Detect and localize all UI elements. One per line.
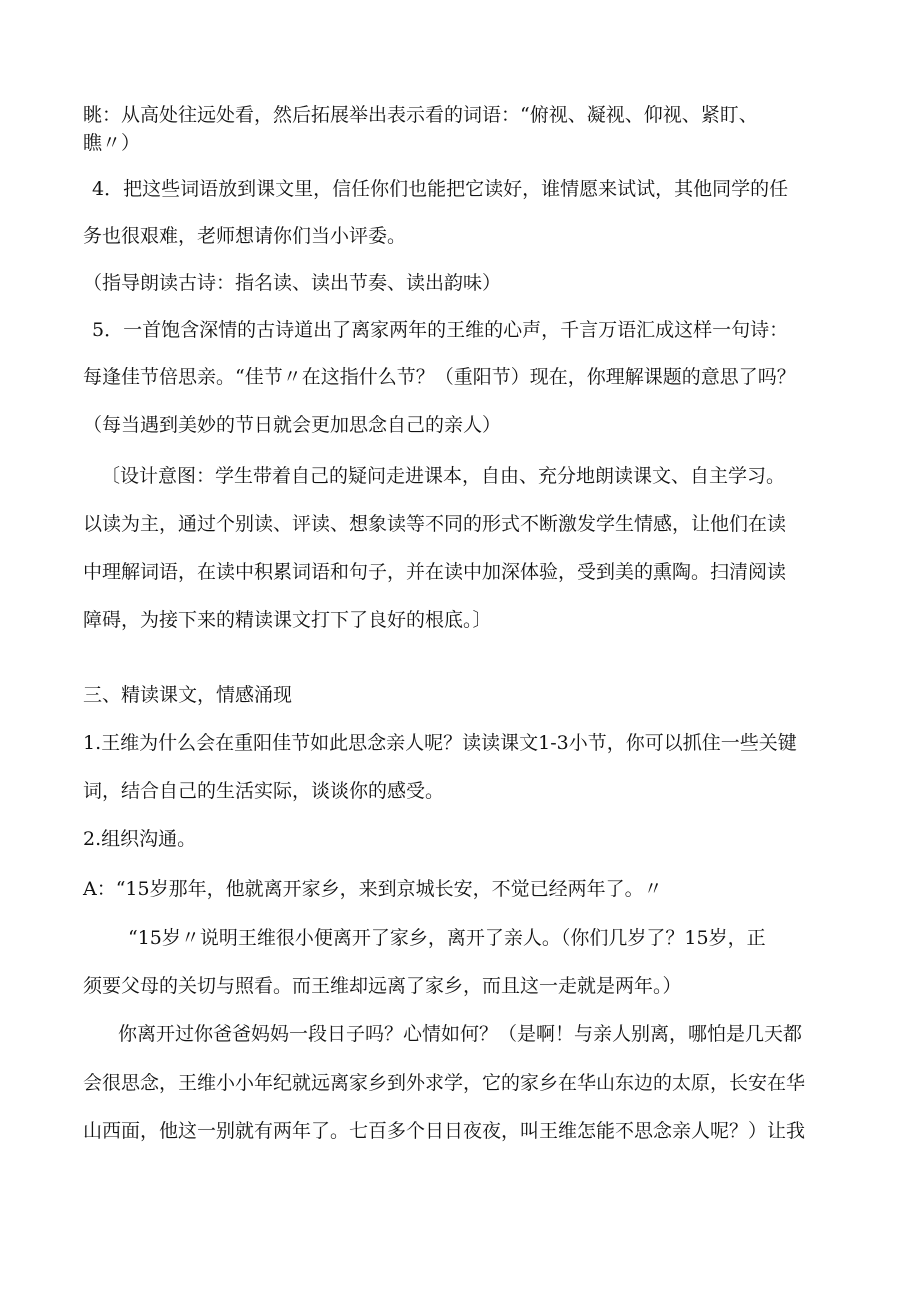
text-line: 以读为主，通过个别读、评读、想象读等不同的形式不断激发学生情感，让他们在读 (83, 513, 787, 535)
text-line: 会很思念，王维小小年纪就远离家乡到外求学，它的家乡在华山东边的太原，长安在华 (83, 1072, 806, 1094)
text-line: 你离开过你爸爸妈妈一段日子吗？心情如何？（是啊！与亲人别离，哪怕是几天都 (118, 1023, 803, 1045)
text-line: 山西面，他这一别就有两年了。七百多个日日夜夜，叫王维怎能不思念亲人呢？）让我 (83, 1120, 806, 1142)
text-line: 5．一首饱含深情的古诗道出了离家两年的王维的心声，千言万语汇成这样一句诗： (92, 319, 789, 341)
text-line: 〔设计意图：学生带着自己的疑问走进课本，自由、充分地朗读课文、自主学习。 (101, 465, 786, 487)
text-line: 眺：从高处往远处看，然后拓展举出表示看的词语：“俯视、凝视、仰视、紧盯、 (83, 104, 758, 126)
text-line: 4．把这些词语放到课文里，信任你们也能把它读好，谁情愿来试试，其他同学的任 (92, 178, 789, 200)
text-line: 务也很艰难，老师想请你们当小评委。 (83, 225, 407, 247)
text-line: A：“15岁那年，他就离开家乡，来到京城长安，不觉已经两年了。〃 (83, 878, 663, 900)
text-line: 每逢佳节倍思亲。“佳节〃在这指什么节？（重阳节）现在，你理解课题的意思了吗？ (83, 366, 796, 388)
text-line: 障碍，为接下来的精读课文打下了良好的根底。〕 (83, 609, 492, 631)
text-line: “15岁〃说明王维很小便离开了家乡，离开了亲人。（你们几岁了？15岁，正 (128, 927, 766, 949)
text-line: 中理解词语，在读中积累词语和句子，并在读中加深体验，受到美的熏陶。扫清阅读 (83, 561, 787, 583)
text-line: 词，结合自己的生活实际，谈谈你的感受。 (83, 780, 445, 802)
section-heading: 三、精读课文，情感涌现 (83, 684, 293, 706)
text-line: 瞧〃） (83, 132, 141, 154)
text-line: 1.王维为什么会在重阳佳节如此思念亲人呢？读读课文1-3小节，你可以抓住一些关键 (83, 732, 797, 754)
text-line: 2.组织沟通。 (83, 828, 197, 850)
text-line: （指导朗读古诗：指名读、读出节奏、读出韵味） (83, 272, 502, 294)
text-line: 须要父母的关切与照看。而王维却远离了家乡，而且这一走就是两年。） (83, 975, 682, 997)
text-line: （每当遇到美妙的节日就会更加思念自己的亲人） (83, 414, 502, 436)
